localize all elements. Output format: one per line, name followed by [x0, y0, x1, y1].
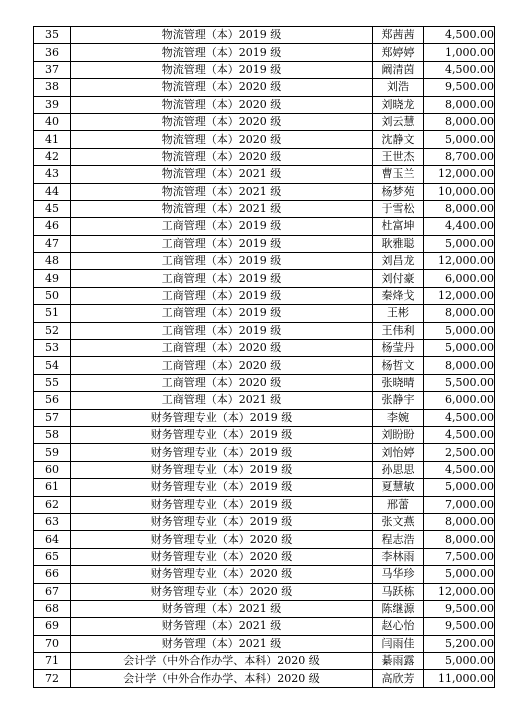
table-row [34, 96, 495, 113]
major-cell: 物流管理（本）2020 级 [71, 131, 373, 148]
amount-cell: 11,000.00 [424, 670, 495, 687]
amount-cell: 9,500.00 [424, 600, 495, 617]
table-row [34, 61, 495, 78]
student-name-cell: 夏慧敏 [373, 479, 424, 496]
major-cell: 财务管理专业（本）2019 级 [71, 513, 373, 530]
row-number-cell: 43 [34, 166, 71, 183]
table-row [34, 374, 495, 391]
major-cell: 财务管理专业（本）2019 级 [71, 444, 373, 461]
row-number-cell: 50 [34, 287, 71, 304]
major-cell: 物流管理（本）2020 级 [71, 79, 373, 96]
row-number-cell: 48 [34, 253, 71, 270]
table-row [34, 670, 495, 687]
student-name-cell: 李婉 [373, 409, 424, 426]
student-name-cell: 马跃栋 [373, 583, 424, 600]
major-cell: 财务管理专业（本）2019 级 [71, 496, 373, 513]
amount-cell: 4,500.00 [424, 426, 495, 443]
row-number-cell: 57 [34, 409, 71, 426]
amount-cell: 8,700.00 [424, 148, 495, 165]
student-name-cell: 杜富坤 [373, 218, 424, 235]
major-cell: 工商管理（本）2019 级 [71, 235, 373, 252]
amount-cell: 12,000.00 [424, 253, 495, 270]
major-cell: 物流管理（本）2020 级 [71, 148, 373, 165]
major-cell: 物流管理（本）2020 级 [71, 113, 373, 130]
student-name-cell: 杨哲文 [373, 357, 424, 374]
table-row [34, 270, 495, 287]
amount-cell: 8,000.00 [424, 200, 495, 217]
amount-cell: 10,000.00 [424, 183, 495, 200]
row-number-cell: 39 [34, 96, 71, 113]
row-number-cell: 36 [34, 44, 71, 61]
major-cell: 物流管理（本）2020 级 [71, 96, 373, 113]
student-name-cell: 刘晓龙 [373, 96, 424, 113]
student-name-cell: 王世杰 [373, 148, 424, 165]
table-row [34, 340, 495, 357]
row-number-cell: 51 [34, 305, 71, 322]
amount-cell: 5,000.00 [424, 131, 495, 148]
table-row [34, 235, 495, 252]
student-name-cell: 刘云慧 [373, 113, 424, 130]
row-number-cell: 55 [34, 374, 71, 391]
student-name-cell: 邢蕾 [373, 496, 424, 513]
major-cell: 工商管理（本）2020 级 [71, 357, 373, 374]
student-name-cell: 曹玉兰 [373, 166, 424, 183]
table-row [34, 200, 495, 217]
major-cell: 工商管理（本）2020 级 [71, 374, 373, 391]
row-number-cell: 35 [34, 27, 71, 44]
student-name-cell: 程志浩 [373, 531, 424, 548]
student-name-cell: 郑婷婷 [373, 44, 424, 61]
major-cell: 财务管理专业（本）2019 级 [71, 409, 373, 426]
major-cell: 物流管理（本）2021 级 [71, 166, 373, 183]
table-row [34, 600, 495, 617]
table-row [34, 479, 495, 496]
table-row [34, 183, 495, 200]
student-name-cell: 闫雨佳 [373, 635, 424, 652]
table-row [34, 253, 495, 270]
row-number-cell: 47 [34, 235, 71, 252]
row-number-cell: 56 [34, 392, 71, 409]
major-cell: 财务管理专业（本）2019 级 [71, 461, 373, 478]
student-name-cell: 陈继源 [373, 600, 424, 617]
row-number-cell: 44 [34, 183, 71, 200]
row-number-cell: 70 [34, 635, 71, 652]
amount-cell: 5,000.00 [424, 235, 495, 252]
major-cell: 财务管理专业（本）2020 级 [71, 548, 373, 565]
student-name-cell: 李林雨 [373, 548, 424, 565]
amount-cell: 7,500.00 [424, 548, 495, 565]
student-name-cell: 刘昌龙 [373, 253, 424, 270]
table-row [34, 583, 495, 600]
amount-cell: 9,500.00 [424, 79, 495, 96]
major-cell: 工商管理（本）2021 级 [71, 392, 373, 409]
amount-cell: 7,000.00 [424, 496, 495, 513]
row-number-cell: 58 [34, 426, 71, 443]
row-number-cell: 71 [34, 653, 71, 670]
table-row [34, 131, 495, 148]
student-name-cell: 张晓晴 [373, 374, 424, 391]
student-name-cell: 阚清茵 [373, 61, 424, 78]
table-row [34, 148, 495, 165]
amount-cell: 12,000.00 [424, 583, 495, 600]
amount-cell: 5,000.00 [424, 322, 495, 339]
row-number-cell: 38 [34, 79, 71, 96]
row-number-cell: 72 [34, 670, 71, 687]
table-row [34, 653, 495, 670]
table-row [34, 566, 495, 583]
major-cell: 会计学（中外合作办学、本科）2020 级 [71, 670, 373, 687]
student-name-cell: 杨莹丹 [373, 340, 424, 357]
amount-cell: 5,000.00 [424, 340, 495, 357]
table-row [34, 426, 495, 443]
row-number-cell: 61 [34, 479, 71, 496]
amount-cell: 12,000.00 [424, 287, 495, 304]
amount-cell: 12,000.00 [424, 166, 495, 183]
table-body [34, 27, 495, 688]
table-row [34, 618, 495, 635]
major-cell: 工商管理（本）2019 级 [71, 253, 373, 270]
table-row [34, 287, 495, 304]
student-name-cell: 耿雅聪 [373, 235, 424, 252]
major-cell: 物流管理（本）2019 级 [71, 44, 373, 61]
row-number-cell: 53 [34, 340, 71, 357]
student-name-cell: 杨梦苑 [373, 183, 424, 200]
student-name-cell: 刘付豪 [373, 270, 424, 287]
table-row [34, 635, 495, 652]
scholarship-table [33, 26, 495, 688]
table-row [34, 461, 495, 478]
table-row [34, 409, 495, 426]
amount-cell: 5,000.00 [424, 566, 495, 583]
major-cell: 财务管理专业（本）2020 级 [71, 566, 373, 583]
major-cell: 财务管理专业（本）2019 级 [71, 426, 373, 443]
major-cell: 工商管理（本）2019 级 [71, 270, 373, 287]
student-name-cell: 王彬 [373, 305, 424, 322]
table-row [34, 548, 495, 565]
major-cell: 工商管理（本）2019 级 [71, 322, 373, 339]
amount-cell: 6,000.00 [424, 270, 495, 287]
major-cell: 物流管理（本）2019 级 [71, 27, 373, 44]
table-row [34, 513, 495, 530]
amount-cell: 4,500.00 [424, 461, 495, 478]
row-number-cell: 62 [34, 496, 71, 513]
student-name-cell: 秦烽戈 [373, 287, 424, 304]
student-name-cell: 马华珍 [373, 566, 424, 583]
major-cell: 财务管理（本）2021 级 [71, 618, 373, 635]
amount-cell: 8,000.00 [424, 305, 495, 322]
major-cell: 物流管理（本）2019 级 [71, 61, 373, 78]
row-number-cell: 52 [34, 322, 71, 339]
amount-cell: 4,500.00 [424, 409, 495, 426]
table-row [34, 496, 495, 513]
table-row [34, 305, 495, 322]
student-name-cell: 沈静文 [373, 131, 424, 148]
row-number-cell: 40 [34, 113, 71, 130]
student-name-cell: 于雪松 [373, 200, 424, 217]
row-number-cell: 63 [34, 513, 71, 530]
amount-cell: 4,500.00 [424, 61, 495, 78]
row-number-cell: 68 [34, 600, 71, 617]
table-row [34, 44, 495, 61]
major-cell: 财务管理（本）2021 级 [71, 600, 373, 617]
amount-cell: 5,200.00 [424, 635, 495, 652]
table-row [34, 392, 495, 409]
major-cell: 财务管理专业（本）2020 级 [71, 583, 373, 600]
amount-cell: 5,000.00 [424, 479, 495, 496]
student-name-cell: 刘浩 [373, 79, 424, 96]
row-number-cell: 65 [34, 548, 71, 565]
row-number-cell: 60 [34, 461, 71, 478]
amount-cell: 1,000.00 [424, 44, 495, 61]
major-cell: 物流管理（本）2021 级 [71, 183, 373, 200]
student-name-cell: 綦雨露 [373, 653, 424, 670]
row-number-cell: 42 [34, 148, 71, 165]
table-row [34, 113, 495, 130]
major-cell: 会计学（中外合作办学、本科）2020 级 [71, 653, 373, 670]
major-cell: 财务管理专业（本）2020 级 [71, 531, 373, 548]
amount-cell: 4,500.00 [424, 27, 495, 44]
row-number-cell: 69 [34, 618, 71, 635]
amount-cell: 5,000.00 [424, 653, 495, 670]
student-name-cell: 刘怡婷 [373, 444, 424, 461]
student-name-cell: 高欣芳 [373, 670, 424, 687]
student-name-cell: 刘盼盼 [373, 426, 424, 443]
row-number-cell: 64 [34, 531, 71, 548]
major-cell: 财务管理专业（本）2019 级 [71, 479, 373, 496]
row-number-cell: 59 [34, 444, 71, 461]
row-number-cell: 67 [34, 583, 71, 600]
amount-cell: 4,400.00 [424, 218, 495, 235]
row-number-cell: 49 [34, 270, 71, 287]
row-number-cell: 37 [34, 61, 71, 78]
amount-cell: 8,000.00 [424, 96, 495, 113]
table-row [34, 531, 495, 548]
major-cell: 工商管理（本）2020 级 [71, 340, 373, 357]
amount-cell: 5,500.00 [424, 374, 495, 391]
table-row [34, 79, 495, 96]
row-number-cell: 41 [34, 131, 71, 148]
student-name-cell: 张静宇 [373, 392, 424, 409]
student-name-cell: 郑茜茜 [373, 27, 424, 44]
amount-cell: 9,500.00 [424, 618, 495, 635]
table-row [34, 322, 495, 339]
major-cell: 财务管理（本）2021 级 [71, 635, 373, 652]
student-name-cell: 赵心怡 [373, 618, 424, 635]
amount-cell: 6,000.00 [424, 392, 495, 409]
row-number-cell: 66 [34, 566, 71, 583]
row-number-cell: 45 [34, 200, 71, 217]
major-cell: 工商管理（本）2019 级 [71, 218, 373, 235]
student-name-cell: 张文燕 [373, 513, 424, 530]
student-name-cell: 王伟利 [373, 322, 424, 339]
student-name-cell: 孙思思 [373, 461, 424, 478]
major-cell: 物流管理（本）2021 级 [71, 200, 373, 217]
major-cell: 工商管理（本）2019 级 [71, 287, 373, 304]
row-number-cell: 46 [34, 218, 71, 235]
amount-cell: 8,000.00 [424, 357, 495, 374]
table-row [34, 444, 495, 461]
amount-cell: 8,000.00 [424, 513, 495, 530]
table-row [34, 357, 495, 374]
table-row [34, 27, 495, 44]
amount-cell: 2,500.00 [424, 444, 495, 461]
table-row [34, 218, 495, 235]
amount-cell: 8,000.00 [424, 113, 495, 130]
amount-cell: 8,000.00 [424, 531, 495, 548]
row-number-cell: 54 [34, 357, 71, 374]
table-row [34, 166, 495, 183]
major-cell: 工商管理（本）2019 级 [71, 305, 373, 322]
